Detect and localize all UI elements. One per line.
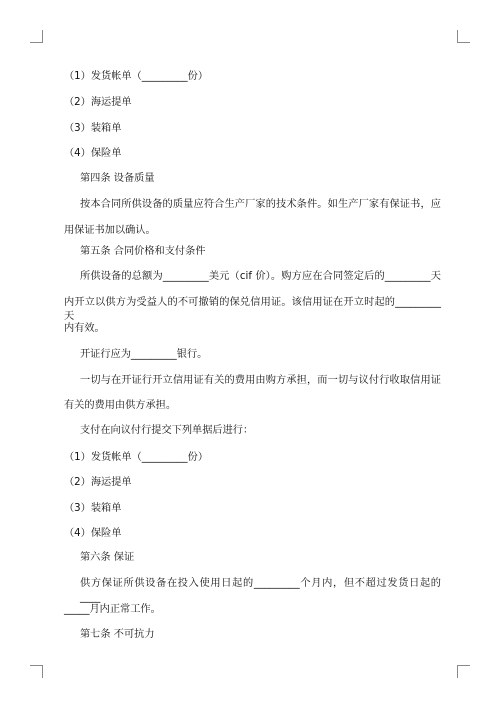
paragraph-line: 内有效。	[64, 323, 105, 334]
list-item: （2）海运提单	[64, 97, 132, 108]
list-item: （4）保险单	[64, 148, 122, 159]
section-heading: 第七条 不可抗力	[80, 629, 155, 640]
paragraph-line: _____月内正常工作。	[64, 604, 161, 615]
paragraph-line: 有关的费用由供方承担。	[64, 400, 177, 411]
section-heading: 第四条 设备质量	[80, 173, 155, 184]
paragraph-line: 一切与在开证行开立信用证有关的费用由购方承担，而一切与议付行收取信用证	[80, 375, 441, 386]
section-heading: 第六条 保证	[80, 552, 135, 563]
paragraph-line: 所供设备的总额为_________美元（cif 价）。购方应在合同签定后的_________天	[80, 271, 441, 282]
paragraph-line: 供方保证所供设备在投入使用日起的_________个月内，但不超过发货日起的____	[80, 578, 441, 603]
paragraph-line: 用保证书加以确认。	[64, 225, 156, 236]
list-item: （1）发货帐单（_________份）	[64, 71, 209, 82]
list-item: （1）发货帐单（_________份）	[64, 452, 209, 463]
crop-mark-top-left	[30, 30, 43, 43]
list-item: （3）装箱单	[64, 123, 122, 134]
paragraph-line: 内开立以供方为受益人的不可撤销的保兑信用证。该信用证在开立时起的_________天	[64, 297, 441, 322]
section-heading: 第五条 合同价格和支付条件	[80, 246, 206, 257]
crop-mark-bottom-left	[30, 665, 43, 678]
list-item: （3）装箱单	[64, 503, 122, 514]
paragraph-line: 支付在向议付行提交下列单据后进行：	[80, 425, 254, 436]
list-item: （2）海运提单	[64, 477, 132, 488]
list-item: （4）保险单	[64, 528, 122, 539]
paragraph-line: 开证行应为_________银行。	[80, 349, 208, 360]
crop-mark-top-right	[457, 30, 470, 43]
paragraph-line: 按本合同所供设备的质量应符合生产厂家的技术条件。如生产厂家有保证书，应	[80, 199, 441, 210]
crop-mark-bottom-right	[457, 665, 470, 678]
